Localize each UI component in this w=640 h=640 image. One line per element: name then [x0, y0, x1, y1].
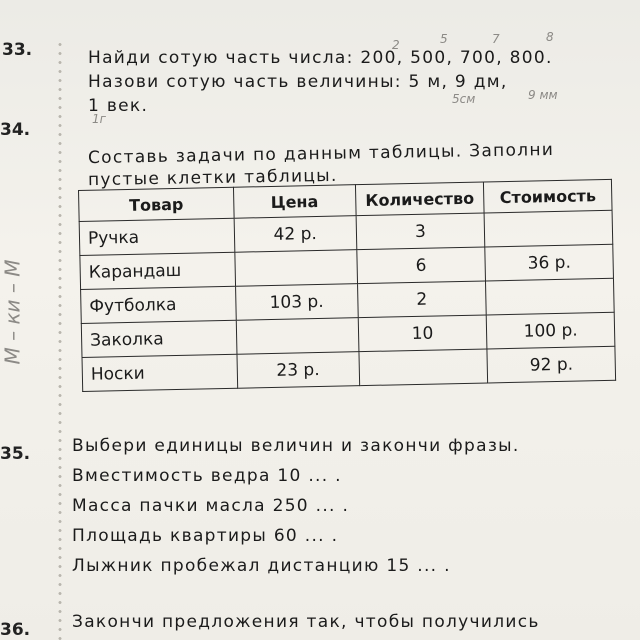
pencil-note: 5: [440, 32, 448, 46]
pencil-note: 7: [492, 32, 500, 46]
cell-cost: 100 р.: [487, 312, 615, 349]
cell-price: 23 р.: [237, 352, 359, 389]
exercise-33-line-1: Найди сотую часть числа: 200, 500, 700, 800.: [88, 48, 553, 68]
exercise-35-line-5: Лыжник пробежал дистанцию 15 ... .: [72, 556, 451, 576]
column-header: Товар: [79, 187, 234, 221]
exercise-number: 34.: [0, 120, 31, 140]
cell-item: Ручка: [79, 218, 235, 255]
goods-table: [78, 179, 616, 392]
cell-quantity: 10: [358, 315, 487, 352]
pencil-note: 5см: [452, 92, 476, 106]
cell-cost: 36 р.: [485, 244, 613, 281]
cell-quantity: 3: [356, 213, 485, 250]
cell-item: Заколка: [81, 320, 237, 357]
cell-quantity: 2: [357, 281, 486, 318]
column-header: Цена: [233, 185, 355, 219]
exercise-33-line-3: 1 век.: [88, 96, 149, 116]
exercise-35-line-4: Площадь квартиры 60 ... .: [72, 526, 339, 546]
exercise-35-line-1: Выбери единицы величин и закончи фразы.: [72, 436, 520, 456]
cell-price: [235, 250, 357, 287]
pencil-note: 9 мм: [528, 88, 558, 102]
exercise-33-line-2: Назови сотую часть величины: 5 м, 9 дм,: [88, 72, 508, 92]
margin-pencil-note: М – ки – М: [0, 259, 25, 365]
exercise-number: 36.: [0, 620, 31, 640]
cell-price: [236, 318, 358, 355]
exercise-number: 33.: [2, 40, 33, 60]
cell-price: 42 р.: [234, 216, 356, 253]
cell-item: Карандаш: [80, 252, 236, 289]
margin-dots: [58, 40, 62, 640]
cell-cost: 92 р.: [487, 346, 615, 383]
pencil-note: 1г: [92, 112, 106, 126]
cell-cost: [484, 210, 612, 247]
exercise-36-line-1: Закончи предложения так, чтобы получились: [72, 612, 540, 632]
pencil-note: 2: [392, 38, 400, 52]
cell-cost: [486, 278, 614, 315]
exercise-34-line-2: пустые клетки таблицы.: [87, 165, 338, 191]
exercise-35-line-2: Вместимость ведра 10 ... .: [72, 466, 342, 486]
column-header: Количество: [355, 182, 484, 216]
cell-price: 103 р.: [235, 284, 357, 321]
cell-quantity: 6: [356, 247, 485, 284]
pencil-note: 8: [546, 30, 554, 44]
exercise-34-line-1: Составь задачи по данным таблицы. Заполни: [87, 139, 555, 169]
cell-item: Носки: [82, 354, 238, 391]
exercise-35-line-3: Масса пачки масла 250 ... .: [72, 496, 350, 516]
cell-quantity: [359, 349, 488, 386]
cell-item: Футболка: [81, 286, 237, 323]
column-header: Стоимость: [484, 179, 612, 213]
exercise-number: 35.: [0, 444, 31, 464]
